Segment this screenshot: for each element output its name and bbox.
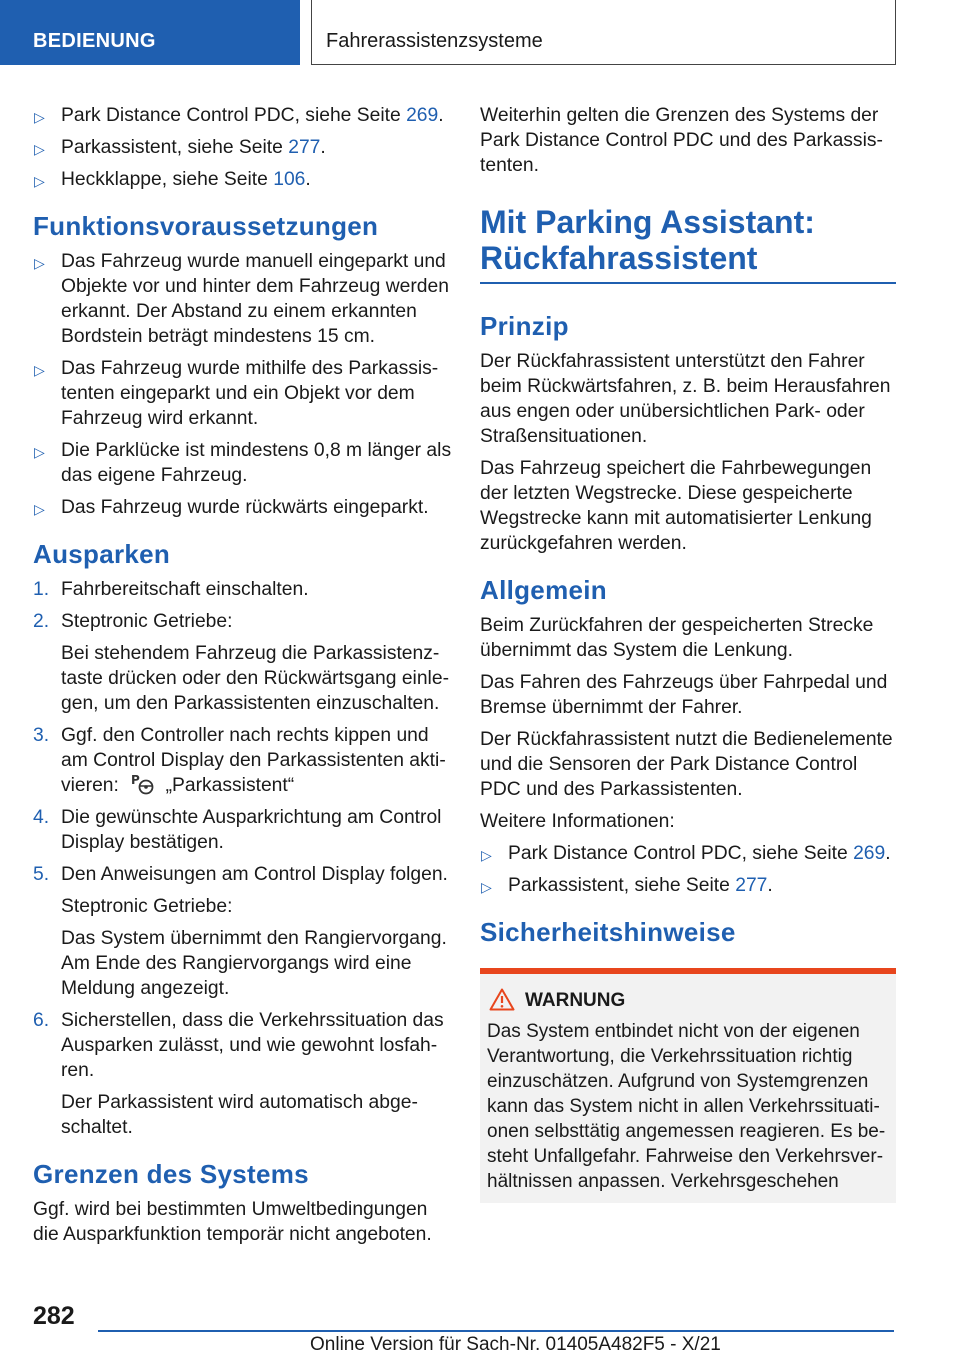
paragraph: Das Fahrzeug speichert die Fahrbewegungen der letzten Wegstrecke. Diese gespeicherte Wegstrecke kann mit automatisierter Lenkung zurückgefahren werden. [480, 458, 872, 554]
list-item: ▷ Park Distance Control PDC, siehe Seite 269. [33, 103, 453, 128]
warning-title: WARNUNG [487, 988, 889, 1013]
list-item: ▷ Das Fahrzeug wurde manuell eingeparkt und Objekte vor und hinter dem Fahrzeug werden erkannt. Der Abstand zu einem erkannten Bordstein beträgt mindestens 15 cm. [34, 251, 449, 347]
page-link[interactable]: 269 [853, 843, 886, 864]
chapter-heading: Mit Parking Assistant: Rückfahrassistent [480, 204, 896, 284]
page-link[interactable]: 106 [273, 169, 306, 190]
triangle-bullet-icon: ▷ [34, 109, 45, 125]
page-number: 282 [33, 1302, 75, 1330]
triangle-bullet-icon: ▷ [34, 255, 45, 271]
step-item: 4. Die gewünschte Ausparkrichtung am Control Display bestätigen. [33, 807, 442, 853]
triangle-bullet-icon: ▷ [34, 141, 45, 157]
triangle-bullet-icon: ▷ [34, 444, 45, 460]
right-column [480, 103, 896, 1203]
triangle-bullet-icon: ▷ [34, 173, 45, 189]
step-item: 1. Fahrbereitschaft einschalten. [33, 579, 309, 600]
page-link[interactable]: 277 [288, 137, 321, 158]
step-number: 5. [33, 864, 50, 885]
svg-text:P: P [131, 773, 141, 787]
heading-ausparken: Ausparken [33, 539, 171, 569]
warning-text: Das System entbindet nicht von der eigenen Verantwortung, die Verkehrssituation richtig einzuschätzen. Aufgrund von Systemgrenzen kann das System nicht in allen Verkehrssituationen selbsttätig angemessen reagieren. Es besteht Unfallgefahr. Fahrweise den Verkehrsverhältnissen anpassen. Verkehrsgeschehen [487, 1021, 886, 1192]
triangle-bullet-icon: ▷ [481, 847, 492, 863]
list-item: ▷ Heckklappe, siehe Seite 106. [33, 167, 453, 192]
heading-grenzen: Grenzen des Systems [33, 1159, 309, 1189]
page-link[interactable]: 277 [735, 875, 768, 896]
heading-funktionsvoraussetzungen: Funktionsvoraussetzungen [33, 211, 379, 241]
paragraph: Der Rückfahrassistent nutzt die Bedienelemente und die Sensoren der Park Distance Control PDC und des Parkassistenten. [480, 729, 893, 800]
list-item: ▷ Das Fahrzeug wurde rückwärts eingeparkt. [33, 495, 453, 520]
step-item: 6. Sicherstellen, dass die Verkehrssituation das Ausparken zulässt, und wie gewohnt losfahren. Der Parkassistent wird automatisch abgeschaltet. [33, 1010, 444, 1138]
left-column [33, 103, 453, 1254]
triangle-bullet-icon: ▷ [34, 501, 45, 517]
list-item: ▷ Park Distance Control PDC, siehe Seite 269. [480, 841, 896, 866]
list-item: ▷ Das Fahrzeug wurde mithilfe des Parkassistenten eingeparkt und ein Objekt vor dem Fahrzeug wird erkannt. [34, 358, 439, 429]
paragraph: Das Fahren des Fahrzeugs über Fahrpedal und Bremse übernimmt der Fahrer. [480, 672, 888, 718]
chapter-tab [311, 0, 896, 65]
list-item: ▷ Parkassistent, siehe Seite 277. [33, 135, 453, 160]
section-tab [0, 0, 300, 65]
paragraph: Weiterhin gelten die Grenzen des Systems der Park Distance Control PDC und des Parkassistenten. [480, 105, 883, 176]
step-item: 5. Den Anweisungen am Control Display folgen. Steptronic Getriebe: Das System übernimmt den Rangiervorgang. Am Ende des Rangiervorgangs wird eine Meldung angezeigt. [33, 864, 448, 999]
parking-assistant-icon [130, 773, 156, 795]
footer-divider [98, 1330, 894, 1332]
paragraph: Beim Zurückfahren der gespeicherten Strecke übernimmt das System die Lenkung. [480, 615, 874, 661]
step-item: 3. Ggf. den Controller nach rechts kippen und am Control Display den Parkassistenten aktivieren: P „Parkassistent“ [33, 725, 446, 796]
paragraph: Der Rückfahrassistent unterstützt den Fahrer beim Rückwärtsfahren, z. B. beim Herausfahren aus engen oder unübersichtlichen Park- oder Straßensituationen. [480, 351, 891, 447]
warning-triangle-icon [489, 988, 515, 1011]
step-number: 6. [33, 1010, 50, 1031]
chapter-title: Fahrerassistenzsysteme [326, 30, 543, 52]
heading-allgemein: Allgemein [480, 575, 607, 605]
step-item: 2. Steptronic Getriebe: Bei stehendem Fahrzeug die Parkassistenztaste drücken oder den Rückwärtsgang einlegen, um den Parkassistenten einzuschalten. [33, 611, 449, 714]
warning-box [480, 968, 896, 1203]
paragraph: Ggf. wird bei bestimmten Umweltbedingungen die Ausparkfunktion temporär nicht angeboten. [33, 1199, 432, 1245]
triangle-bullet-icon: ▷ [34, 362, 45, 378]
section-title: BEDIENUNG [33, 30, 156, 52]
step-number: 3. [33, 725, 50, 746]
page-link[interactable]: 269 [406, 105, 439, 126]
paragraph: Weitere Informationen: [480, 811, 675, 832]
heading-sicherheitshinweise: Sicherheitshinweise [480, 917, 736, 947]
heading-prinzip: Prinzip [480, 311, 569, 341]
list-item: ▷ Die Parklücke ist mindestens 0,8 m länger als das eigene Fahrzeug. [34, 440, 452, 486]
step-number: 1. [33, 579, 50, 600]
step-number: 4. [33, 807, 50, 828]
footer-online-version: Online Version für Sach-Nr. 01405A482F5 - X/21 [310, 1334, 721, 1355]
list-item: ▷ Parkassistent, siehe Seite 277. [480, 873, 896, 898]
triangle-bullet-icon: ▷ [481, 879, 492, 895]
step-number: 2. [33, 611, 50, 632]
